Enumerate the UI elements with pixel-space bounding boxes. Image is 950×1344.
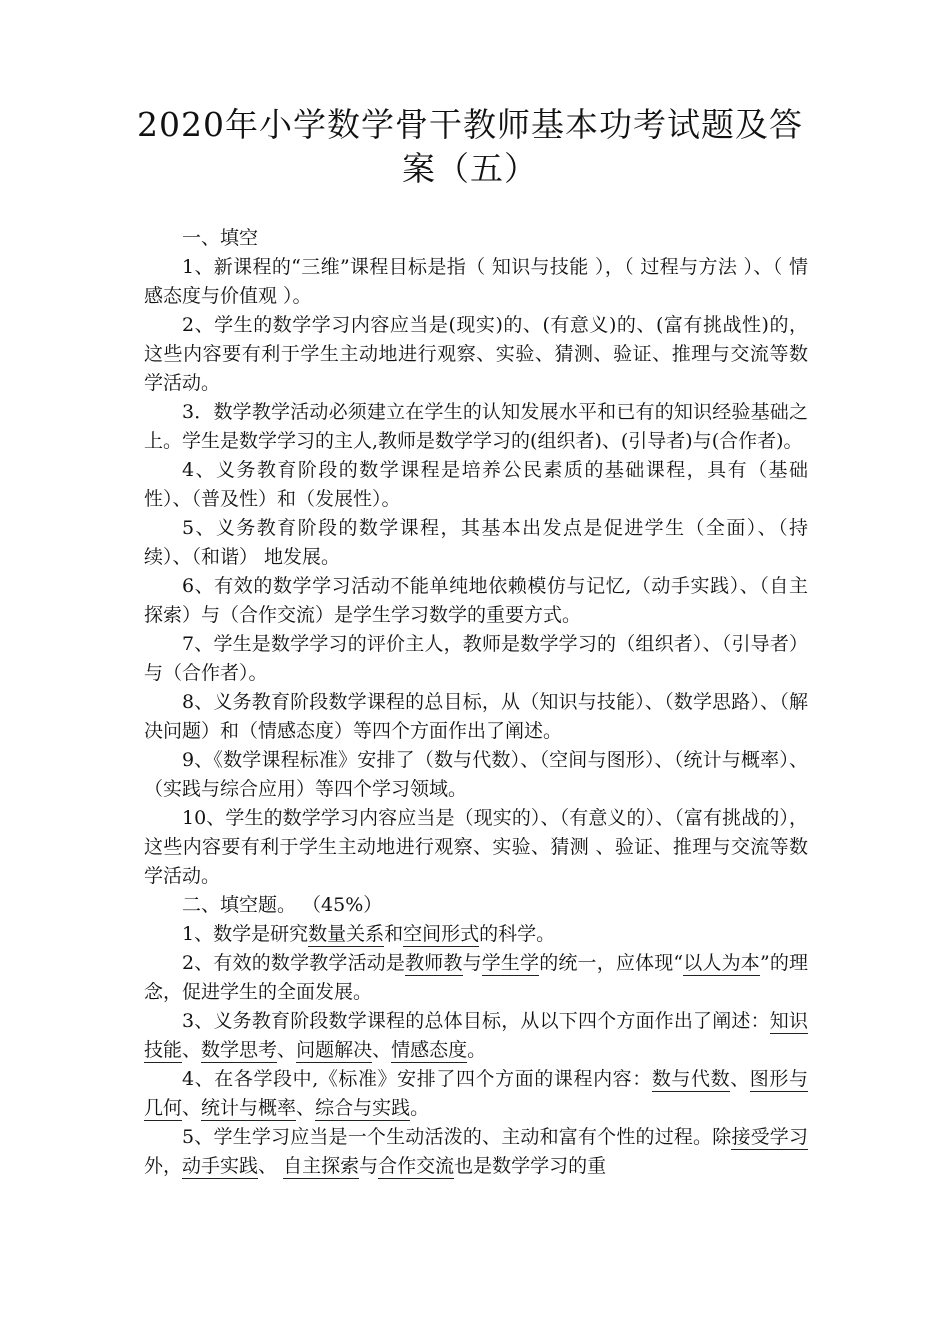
document-body [144,224,808,1181]
section-2-question-1 [144,920,808,949]
section-1-heading: 一、填空 [182,227,259,249]
section-2-question-5 [144,1123,808,1181]
question-text: 外， [144,1155,183,1177]
question-text: 4、在各学段中,《标准》安排了四个方面的课程内容： [182,1068,652,1090]
question-text: 、 [182,1097,202,1119]
answer-blank: 数量关系 [308,923,385,945]
question-text: 也是数学学习的重 [454,1155,607,1177]
question-text: 与 [462,952,482,974]
question-text: 、 [296,1097,316,1119]
section-2-heading: 二、填空题。 （45%） [182,894,383,916]
answer-blank: 接受学习 [731,1126,808,1148]
question-text: 3、义务教育阶段数学课程的总体目标，从以下四个方面作出了阐述： [182,1010,770,1032]
question-text: 。 [467,1039,487,1061]
section-2-question-3 [144,1007,808,1065]
section-2-question-2 [144,949,808,1007]
answer-blank: 数与代数 [651,1068,731,1090]
question-text: 、 [372,1039,392,1061]
question-text: 5、学生学习应当是一个生动活泼的、主动和富有个性的过程。除 [182,1126,732,1148]
question-text: 和 [384,923,404,945]
answer-blank: 空间形式 [403,923,480,945]
section-1-item-1: 1、新课程的“三维”课程目标是指（ 知识与技能 ），（ 过程与方法 ）、（ 情感态度与价值观 ）。 [144,256,808,307]
answer-blank: 数学思考 [201,1039,278,1061]
question-text: 、 [258,1155,284,1177]
answer-blank: 情感态度 [391,1039,468,1061]
question-text: 2、有效的数学教学活动是 [182,952,406,974]
answer-blank: 统计与概率 [201,1097,297,1119]
question-text: 1、数学是研究 [182,923,309,945]
question-text: 与 [359,1155,379,1177]
document-title-line-2: 案（五） [402,149,538,188]
question-text: 。 [410,1097,430,1119]
answer-blank: 动手实践 [182,1155,259,1177]
section-1-item-7: 7、学生是数学学习的评价主人，教师是数学学习的（组织者）、（引导者）与（合作者）。 [144,633,808,684]
answer-blank: 自主探索 [283,1155,360,1177]
answer-blank: 知识技能 [144,1010,808,1061]
question-text: ”的理念，促进学生的全面发展。 [144,952,808,1003]
question-text: 、 [730,1068,750,1090]
section-1-item-8: 8、义务教育阶段数学课程的总目标，从（知识与技能）、（数学思路）、（解决问题）和（情感态度）等四个方面作出了阐述。 [144,691,808,742]
answer-blank: 合作交流 [378,1155,455,1177]
section-1-item-6: 6、有效的数学学习活动不能单纯地依赖模仿与记忆,（动手实践）、（自主探索）与（合作交流）是学生学习数学的重要方式。 [144,575,808,626]
section-1-item-9: 9、《数学课程标准》安排了（数与代数）、（空间与图形）、（统计与概率）、（实践与综合应用）等四个学习领域。 [144,749,808,800]
section-1-item-10: 10、学生的数学学习内容应当是（现实的）、（有意义的）、（富有挑战的），这些内容要有利于学生主动地进行观察、实验、猜测 、验证、推理与交流等数学活动。 [144,807,808,887]
answer-blank: 图形与几何 [144,1068,808,1119]
section-2-question-4 [144,1065,808,1123]
document-title-line-1: 2020年小学数学骨干教师基本功考试题及答 [137,105,803,144]
section-1-item-2: 2、学生的数学学习内容应当是(现实)的、(有意义)的、(富有挑战性)的，这些内容要有利于学生主动地进行观察、实验、猜测、验证、推理与交流等数学活动。 [144,314,808,394]
answer-blank: 综合与实践 [315,1097,411,1119]
question-text: 、 [182,1039,202,1061]
answer-blank: 教师教 [405,952,463,974]
answer-blank: 以人为本 [683,952,760,974]
answer-blank: 学生学 [481,952,540,974]
question-text: 、 [277,1039,297,1061]
section-1-item-4: 4、义务教育阶段的数学课程是培养公民素质的基础课程，具有（基础性）、（普及性）和（发展性）。 [144,459,808,510]
question-text: 的统一，应体现“ [539,952,684,974]
answer-blank: 问题解决 [296,1039,373,1061]
section-1-item-5: 5、义务教育阶段的数学课程，其基本出发点是促进学生（全面）、（持续）、（和谐） 地发展。 [144,517,808,568]
section-1-item-3: 3．数学教学活动必须建立在学生的认知发展水平和已有的知识经验基础之上。学生是数学学习的主人,教师是数学学习的(组织者)、(引导者)与(合作者)。 [144,401,808,452]
question-text: 的科学。 [479,923,556,945]
